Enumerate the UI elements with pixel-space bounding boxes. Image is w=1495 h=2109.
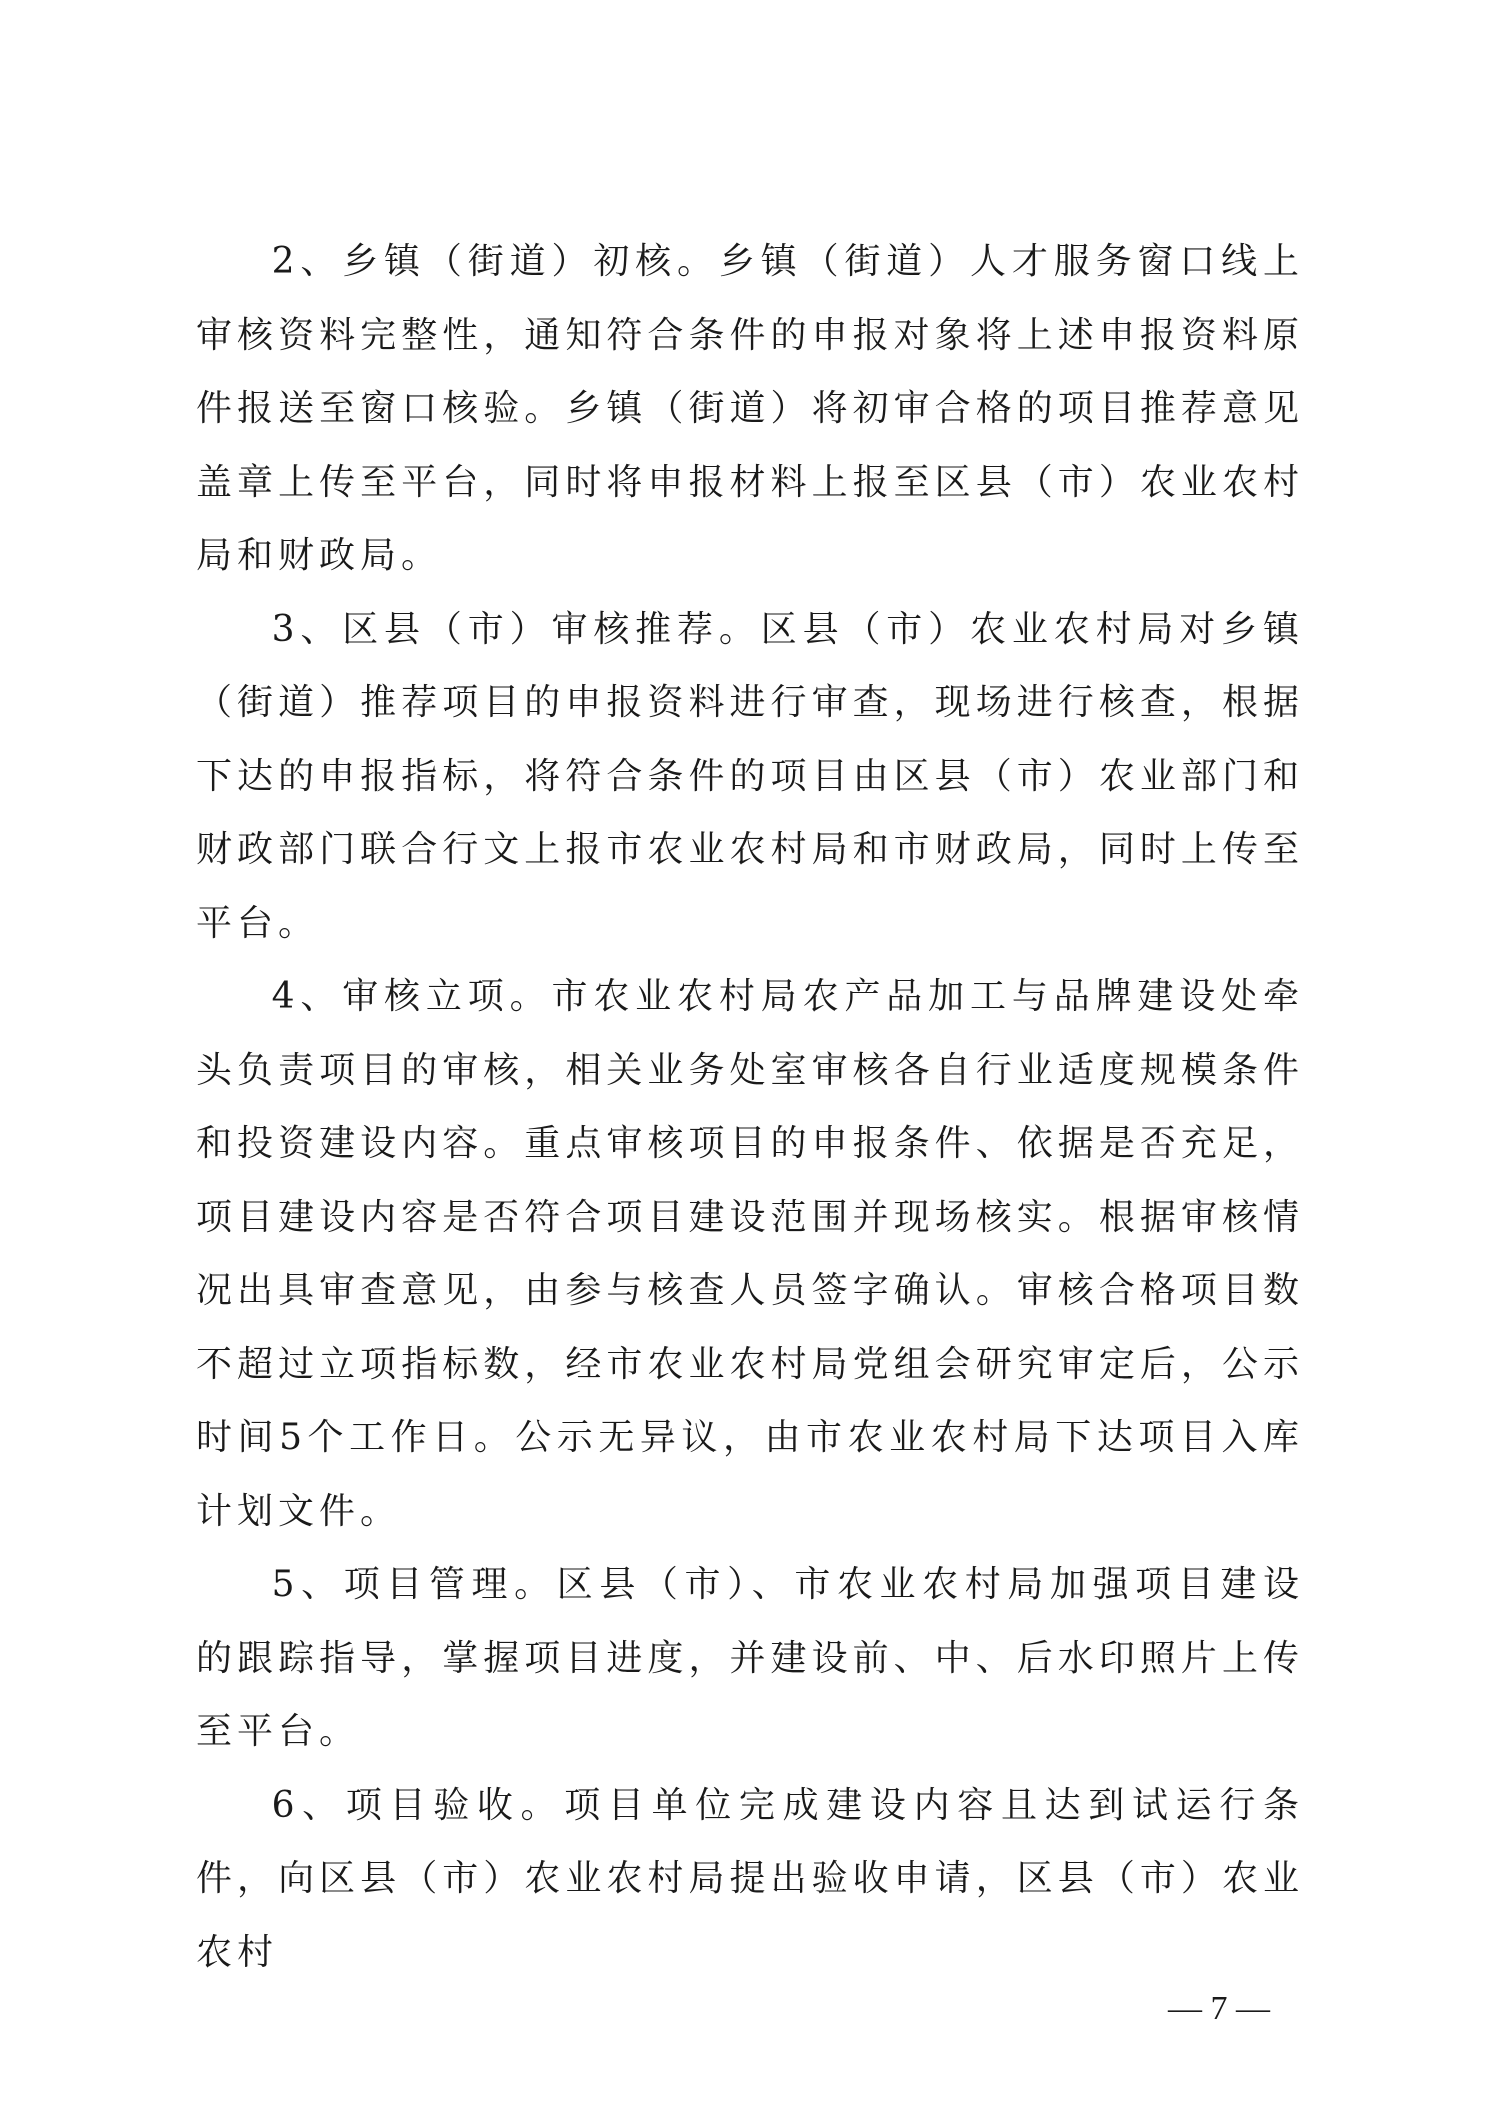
paragraph-county-review-recommendation: 3、区县（市）审核推荐。区县（市）农业农村局对乡镇（街道）推荐项目的申报资料进行审查，现场进行核查，根据下达的申报指标，将符合条件的项目由区县（市）农业部门和财政部门联合行文上报市农业农村局和市财政局，同时上传至平台。 xyxy=(196,608,1304,944)
paragraph-project-acceptance: 6、项目验收。项目单位完成建设内容且达到试运行条件，向区县（市）农业农村局提出验收申请，区县（市）农业农村 xyxy=(196,1784,1304,1973)
page-number: — 7 — xyxy=(1168,1990,1270,2027)
paragraph-project-management: 5、项目管理。区县（市）、市农业农村局加强项目建设的跟踪指导，掌握项目进度，并建设前、中、后水印照片上传至平台。 xyxy=(196,1564,1304,1752)
document-body xyxy=(196,225,1304,1989)
paragraph-township-initial-review: 2、乡镇（街道）初核。乡镇（街道）人才服务窗口线上审核资料完整性，通知符合条件的申报对象将上述申报资料原件报送至窗口核验。乡镇（街道）将初审合格的项目推荐意见盖章上传至平台，同时将申报材料上报至区县（市）农业农村局和财政局。 xyxy=(196,241,1304,576)
paragraph-review-approval: 4、审核立项。市农业农村局农产品加工与品牌建设处牵头负责项目的审核，相关业务处室审核各自行业适度规模条件和投资建设内容。重点审核项目的申报条件、依据是否充足，项目建设内容是否符合项目建设范围并现场核实。根据审核情况出具审查意见，由参与核查人员签字确认。审核合格项目数不超过立项指标数，经市农业农村局党组会研究审定后，公示时间5个工作日。公示无异议，由市农业农村局下达项目入库计划文件。 xyxy=(196,976,1304,1532)
